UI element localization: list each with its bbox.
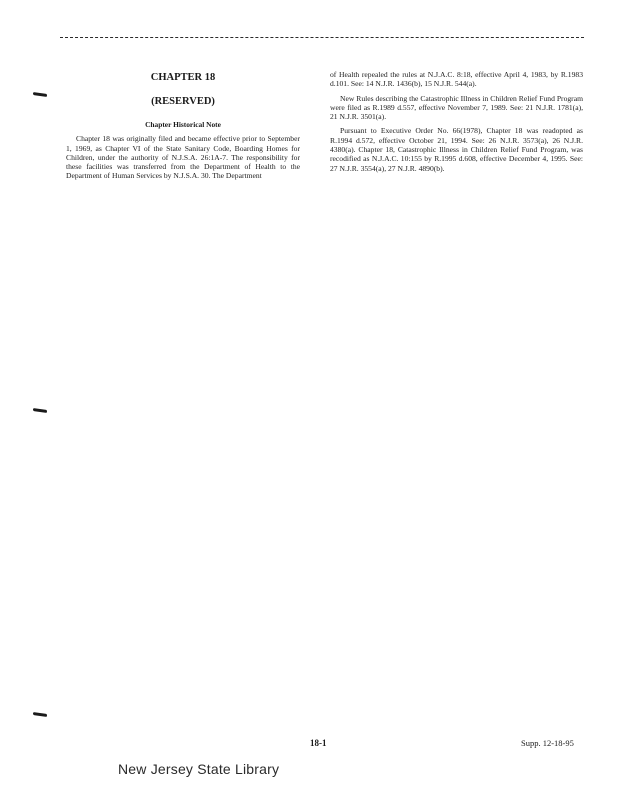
binding-mark [33, 408, 47, 413]
historical-note-heading: Chapter Historical Note [145, 120, 221, 129]
historical-note-continuation: of Health repealed the rules at N.J.A.C. 8:18, effective April 4, 1983, by R.1983 d.101. See: 14 N.J.R. 1436(b), 15 N.J.R. 544(a). [330, 70, 583, 89]
top-rule [60, 37, 584, 38]
reserved-label: (RESERVED) [151, 96, 215, 107]
library-stamp: New Jersey State Library [118, 761, 280, 777]
supplement-date: Supp. 12-18-95 [521, 738, 574, 748]
historical-note-paragraph: Chapter 18 was originally filed and became effective prior to September 1, 1969, as Chapter VI of the State Sanitary Code, Boarding Homes for Children, under the authority of N.J.S.A. 26:1A-7. The responsibility for these facilities was transferred from the Department of Health to the Department of Human Services by N.J.S.A. 30. The Department [66, 134, 300, 181]
left-column [66, 70, 300, 186]
right-column [330, 70, 583, 178]
chapter-title: CHAPTER 18 [150, 72, 216, 83]
binding-mark [33, 712, 47, 717]
binding-mark [33, 92, 47, 97]
page-number: 18-1 [310, 738, 327, 748]
historical-note-paragraph: Pursuant to Executive Order No. 66(1978), Chapter 18 was readopted as R.1994 d.572, effective October 21, 1994. See: 26 N.J.R. 3573(a), 26 N.J.R. 4380(a). Chapter 18, Catastrophic Illness in Children Relief Fund Program, was recodified as N.J.A.C. 10:155 by R.1995 d.608, effective December 4, 1995. See: 27 N.J.R. 3554(a), 27 N.J.R. 4890(b). [330, 126, 583, 173]
historical-note-paragraph: New Rules describing the Catastrophic Illness in Children Relief Fund Program were filed as R.1989 d.557, effective November 7, 1989. See: 21 N.J.R. 1781(a), 21 N.J.R. 3501(a). [330, 93, 583, 122]
